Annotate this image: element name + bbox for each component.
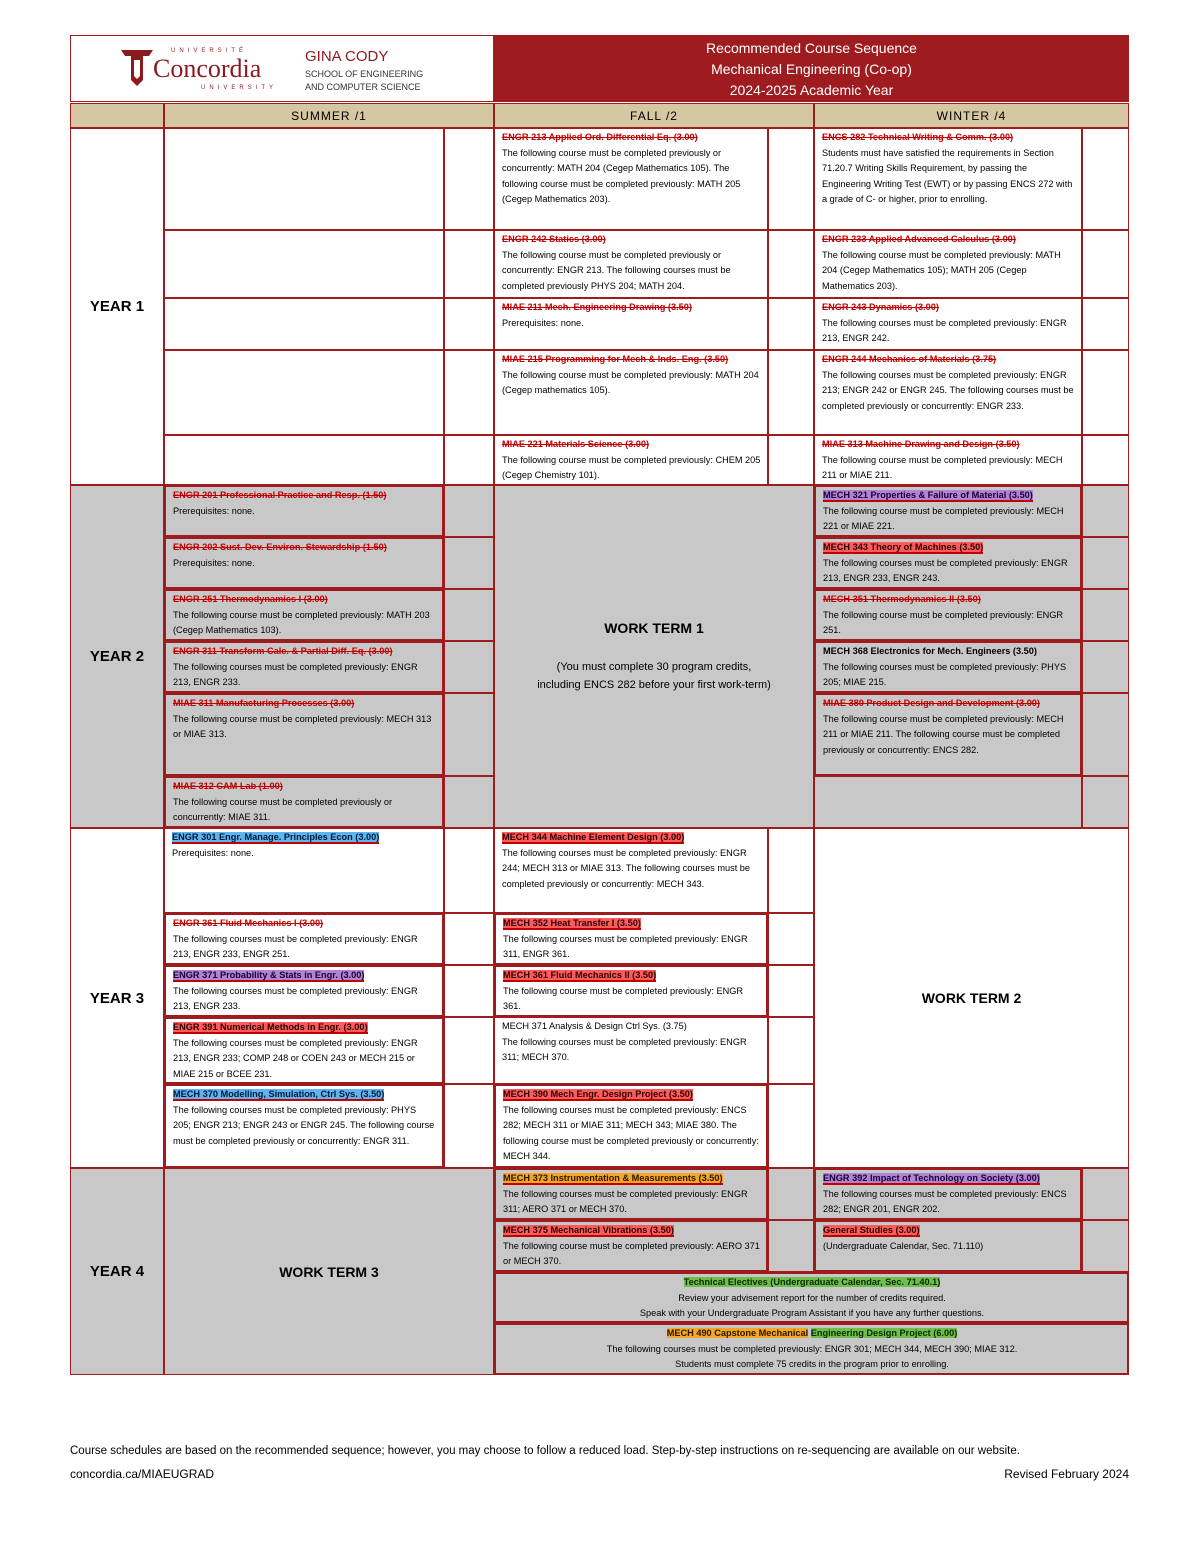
course-cell: [164, 913, 444, 965]
course-title: MECH 368 Electronics for Mech. Engineers (3.50): [823, 646, 1037, 656]
course-prereq: The following courses must be completed previously: PHYS 205; ENGR 213; ENGR 243 or ENGR 245. The following course must be completed previously or concurrently: ENGR 311.: [173, 1104, 435, 1146]
course-checkbox[interactable]: [444, 537, 494, 589]
course-prereq: Prerequisites: none.: [502, 317, 584, 328]
course-cell: [494, 965, 768, 1017]
course-cell: [494, 230, 768, 298]
course-prereq: The following courses must be completed previously: ENGR 213; ENGR 242 or ENGR 245. The following courses must be completed previously or concurrently: ENGR 233.: [822, 369, 1074, 411]
work-term-3: WORK TERM 3: [164, 1168, 494, 1375]
course-title: MECH 352 Heat Transfer I (3.50): [503, 918, 641, 928]
logo-name: Concordia: [153, 54, 262, 83]
y1-summer-row: [164, 128, 444, 230]
course-prereq: The following courses must be completed previously: ENGR 213, ENGR 233.: [173, 661, 418, 687]
course-checkbox[interactable]: [768, 230, 814, 298]
course-cell: [494, 1017, 768, 1084]
course-title: ENGR 213 Applied Ord. Differential Eq. (3.00): [502, 132, 698, 142]
course-title: ENGR 391 Numerical Methods in Engr. (3.00): [173, 1022, 368, 1032]
school-line3: AND COMPUTER SCIENCE: [305, 82, 421, 92]
course-checkbox[interactable]: [1082, 537, 1129, 589]
course-cell: [164, 485, 444, 537]
course-checkbox[interactable]: [768, 1168, 814, 1220]
course-prereq: The following courses must be completed previously: ENCS 282; ENGR 201, ENGR 202.: [823, 1188, 1067, 1214]
course-cell: [164, 641, 444, 693]
course-title: MIAE 312 CAM Lab (1.00): [173, 781, 283, 791]
course-title: ENGR 244 Mechanics of Materials (3.75): [822, 354, 997, 364]
course-cell: [164, 1017, 444, 1084]
technical-electives-line2: Speak with your Undergraduate Program Assistant if you have any further questions.: [639, 1308, 985, 1318]
empty-cell: [814, 776, 1082, 828]
course-checkbox[interactable]: [768, 1220, 814, 1272]
course-prereq: The following course must be completed previously: ENGR 361.: [503, 985, 744, 1011]
work-term-1-note-line2: including ENCS 282 before your first work-term): [537, 678, 771, 691]
course-cell: [164, 537, 444, 589]
footer-url[interactable]: concordia.ca/MIAEUGRAD: [70, 1467, 215, 1481]
course-title: MECH 361 Fluid Mechanics II (3.50): [503, 970, 657, 980]
course-prereq: The following courses must be completed previously: ENGR 213, ENGR 233, ENGR 251.: [173, 933, 418, 959]
work-term-2: WORK TERM 2: [814, 828, 1129, 1168]
course-title: MECH 373 Instrumentation & Measurements (3.50): [503, 1173, 723, 1183]
course-checkbox[interactable]: [444, 589, 494, 641]
course-prereq: The following course must be completed previously or concurrently: MIAE 311.: [173, 796, 393, 822]
y1-summer-check: [444, 435, 494, 485]
work-term-1: [494, 485, 814, 828]
course-title: MIAE 313 Machine Drawing and Design (3.50): [822, 439, 1020, 449]
course-checkbox[interactable]: [768, 1017, 814, 1084]
course-prereq: Prerequisites: none.: [173, 505, 255, 516]
course-checkbox[interactable]: [444, 965, 494, 1017]
work-term-1-title: WORK TERM 1: [604, 619, 704, 636]
course-prereq: Students must have satisfied the requirements in Section 71.20.7 Writing Skills Requirement, by passing the Engineering Writing Test (EWT) or by passing ENCS 272 with a grade of C- or higher, prior to enrolling.: [822, 147, 1073, 204]
course-checkbox[interactable]: [1082, 589, 1129, 641]
course-cell: [814, 589, 1082, 641]
course-checkbox[interactable]: [1082, 128, 1129, 230]
y1-summer-row: [164, 435, 444, 485]
course-cell: [814, 537, 1082, 589]
course-prereq: The following courses must be completed previously: ENGR 244; MECH 313 or MIAE 313. The following courses must be completed previously or concurrently: MECH 343.: [502, 847, 751, 889]
course-prereq: The following courses must be completed previously: ENGR 213, ENGR 242.: [822, 317, 1067, 343]
course-cell: [164, 1084, 444, 1168]
course-checkbox[interactable]: [1082, 693, 1129, 776]
course-title: MECH 343 Theory of Machines (3.50): [823, 542, 984, 552]
course-checkbox[interactable]: [444, 485, 494, 537]
course-checkbox[interactable]: [1082, 298, 1129, 350]
technical-electives-cell: [494, 1272, 1129, 1323]
course-title: MECH 370 Modelling, Simulation, Ctrl Sys. (3.50): [173, 1089, 385, 1099]
course-cell: [814, 435, 1082, 485]
course-checkbox[interactable]: [444, 913, 494, 965]
course-title: MECH 390 Mech Engr. Design Project (3.50): [503, 1089, 693, 1099]
course-checkbox[interactable]: [1082, 641, 1129, 693]
course-prereq: The following course must be completed previously or concurrently: ENGR 213. The following courses must be completed previously PHYS 204; MATH 204.: [502, 249, 731, 291]
col-fall: FALL /2: [494, 103, 814, 128]
logo-cell: [70, 35, 494, 102]
capstone-title-part1: MECH 490 Capstone Mechanical: [666, 1328, 809, 1338]
course-title: ENGR 392 Impact of Technology on Society (3.00): [823, 1173, 1040, 1183]
course-cell: [814, 641, 1082, 693]
course-checkbox[interactable]: [1082, 485, 1129, 537]
work-term-1-note-line1: (You must complete 30 program credits,: [556, 660, 752, 673]
course-cell: [164, 828, 444, 913]
course-checkbox[interactable]: [444, 776, 494, 828]
year-1-label: YEAR 1: [70, 128, 164, 485]
course-checkbox[interactable]: [768, 435, 814, 485]
technical-electives-title: Technical Electives (Undergraduate Calendar, Sec. 71.40.1): [683, 1277, 941, 1287]
course-title: ENGR 301 Engr. Manage. Principles Econ (3.00): [172, 832, 380, 842]
course-checkbox[interactable]: [444, 1017, 494, 1084]
school-line1: GINA CODY: [305, 48, 389, 65]
course-cell: [494, 828, 768, 913]
course-cell: [494, 435, 768, 485]
course-prereq: The following courses must be completed previously: ENGR 213, ENGR 233.: [173, 985, 418, 1011]
course-checkbox[interactable]: [768, 128, 814, 230]
course-title: General Studies (3.00): [823, 1225, 920, 1235]
course-prereq: The following course must be completed previously: MECH 211 or MIAE 211.: [822, 454, 1063, 480]
course-title: MIAE 211 Mech. Engineering Drawing (3.50): [502, 302, 692, 312]
course-checkbox[interactable]: [444, 693, 494, 776]
logo-sub-label: UNIVERSITY: [201, 85, 278, 91]
course-prereq: The following course must be completed previously or concurrently: MATH 204 (Cegep Mathematics 105). The following course must be completed previously: MATH 205 (Cegep Mathematics 203).: [502, 147, 741, 204]
course-cell: [814, 230, 1082, 298]
course-title: ENGR 233 Applied Advanced Calculus (3.00): [822, 234, 1016, 244]
course-title: MECH 321 Properties & Failure of Material (3.50): [823, 490, 1033, 500]
capstone-line1: The following courses must be completed previously: ENGR 301; MECH 344, MECH 390; MIAE 312.: [606, 1343, 1018, 1354]
course-cell: [814, 128, 1082, 230]
course-checkbox[interactable]: [768, 913, 814, 965]
course-cell: [164, 776, 444, 828]
course-title: ENGR 251 Thermodynamics I (3.00): [173, 594, 328, 604]
course-title: ENGR 201 Professional Practice and Resp. (1.50): [173, 490, 387, 500]
course-prereq: The following courses must be completed previously: ENGR 213, ENGR 233, ENGR 243.: [823, 557, 1068, 583]
course-cell: [494, 1084, 768, 1168]
course-cell: [494, 1220, 768, 1272]
y1-summer-check: [444, 128, 494, 230]
course-checkbox[interactable]: [1082, 1168, 1129, 1220]
y1-summer-row: [164, 230, 444, 298]
course-title: MIAE 380 Product Design and Development (3.00): [823, 698, 1040, 708]
course-checkbox[interactable]: [768, 350, 814, 435]
capstone-line2: Students must complete 75 credits in the program prior to enrolling.: [675, 1359, 949, 1369]
course-prereq: The following courses must be completed previously: PHYS 205; MIAE 215.: [823, 661, 1067, 687]
capstone-cell: [494, 1323, 1129, 1375]
course-checkbox[interactable]: [1082, 435, 1129, 485]
col-summer: SUMMER /1: [164, 103, 494, 128]
course-cell: [494, 1168, 768, 1220]
course-checkbox[interactable]: [1082, 776, 1129, 828]
course-cell: [814, 485, 1082, 537]
course-prereq: The following courses must be completed previously: ENGR 311, ENGR 361.: [503, 933, 748, 959]
y1-summer-row: [164, 298, 444, 350]
course-checkbox[interactable]: [444, 1084, 494, 1168]
course-checkbox[interactable]: [768, 828, 814, 913]
course-prereq: The following course must be completed previously: MATH 204 (Cegep Mathematics 105); MATH 205 (Cegep Mathematics 203).: [822, 249, 1061, 291]
course-cell: [494, 298, 768, 350]
course-prereq: The following courses must be completed previously: ENCS 282; MECH 311 or MIAE 311; MECH 343; MIAE 380. The following course must be completed previously or concurrently: MECH 344.: [503, 1104, 759, 1161]
course-prereq: Prerequisites: none.: [172, 847, 254, 858]
course-cell: [814, 1168, 1082, 1220]
year-2-label: YEAR 2: [70, 485, 164, 828]
course-title: MECH 351 Thermodynamics II (3.50): [823, 594, 981, 604]
course-title: MIAE 221 Materials Science (3.00): [502, 439, 650, 449]
year-3-label: YEAR 3: [70, 828, 164, 1168]
course-cell: [814, 298, 1082, 350]
course-prereq: The following course must be completed previously: ENGR 251.: [823, 609, 1064, 635]
course-title: MIAE 311 Manufacturing Processes (3.00): [173, 698, 355, 708]
course-prereq: The following course must be completed previously: MATH 203 (Cegep Mathematics 103).: [173, 609, 430, 635]
year-4-label: YEAR 4: [70, 1168, 164, 1375]
course-checkbox[interactable]: [768, 965, 814, 1017]
y1-summer-row: [164, 350, 444, 435]
course-cell: [494, 128, 768, 230]
course-checkbox[interactable]: [444, 828, 494, 913]
course-prereq: The following course must be completed previously: MECH 221 or MIAE 221.: [823, 505, 1064, 531]
title-line3: 2024-2025 Academic Year: [729, 82, 894, 98]
course-checkbox[interactable]: [768, 1084, 814, 1168]
course-checkbox[interactable]: [1082, 350, 1129, 435]
col-winter: WINTER /4: [814, 103, 1129, 128]
course-checkbox[interactable]: [1082, 1220, 1129, 1272]
course-cell: [814, 1220, 1082, 1272]
course-prereq: The following courses must be completed previously: ENGR 213, ENGR 233; COMP 248 or COEN 243 or MECH 215 or MIAE 215 or BCEE 231.: [173, 1037, 418, 1079]
course-title: MECH 371 Analysis & Design Ctrl Sys. (3.75): [502, 1021, 687, 1031]
capstone-title-part2: Engineering Design Project (6.00): [810, 1328, 958, 1338]
course-title: ENGR 371 Probability & Stats in Engr. (3.00): [173, 970, 365, 980]
course-title: ENCS 282 Technical Writing & Comm. (3.00): [822, 132, 1014, 142]
course-title: ENGR 361 Fluid Mechanics I (3.00): [173, 918, 324, 928]
technical-electives-line1: Review your advisement report for the number of credits required.: [678, 1292, 946, 1303]
course-prereq: The following course must be completed previously: CHEM 205 (Cegep Chemistry 101).: [502, 454, 761, 480]
concordia-logo-icon: [119, 46, 155, 90]
course-title: ENGR 311 Transform Calc. & Partial Diff. Eq. (3.00): [173, 646, 393, 656]
course-title: ENGR 202 Sust. Dev. Environ. Stewardship (1.50): [173, 542, 387, 552]
logo-university-label: UNIVERSITÉ: [171, 48, 248, 54]
y1-summer-check: [444, 298, 494, 350]
course-prereq: The following course must be completed previously: MECH 313 or MIAE 313.: [173, 713, 432, 739]
course-cell: [494, 913, 768, 965]
y1-summer-check: [444, 350, 494, 435]
course-title: ENGR 243 Dynamics (3.00): [822, 302, 939, 312]
course-title: MIAE 215 Programming for Mech & Inds. Eng. (3.50): [502, 354, 729, 364]
course-cell: [814, 350, 1082, 435]
title-banner: [494, 35, 1129, 102]
title-line1: Recommended Course Sequence: [706, 40, 917, 56]
school-line2: SCHOOL OF ENGINEERING: [305, 69, 424, 79]
title-line2: Mechanical Engineering (Co-op): [711, 61, 912, 77]
y1-summer-check: [444, 230, 494, 298]
course-prereq: The following course must be completed previously: MATH 204 (Cegep mathematics 105).: [502, 369, 759, 395]
header-blank: [70, 103, 164, 128]
course-prereq: The following courses must be completed previously: ENGR 311; AERO 371 or MECH 370.: [503, 1188, 748, 1214]
course-title: MECH 344 Machine Element Design (3.00): [502, 832, 685, 842]
course-title: MECH 375 Mechanical Vibrations (3.50): [503, 1225, 674, 1235]
course-prereq: The following courses must be completed previously: ENGR 311; MECH 370.: [502, 1036, 747, 1062]
course-cell: [164, 693, 444, 776]
course-title: ENGR 242 Statics (3.00): [502, 234, 606, 244]
footer-revised: Revised February 2024: [1004, 1467, 1129, 1481]
course-prereq: (Undergraduate Calendar, Sec. 71.110): [823, 1240, 984, 1251]
course-checkbox[interactable]: [768, 298, 814, 350]
course-cell: [814, 693, 1082, 776]
course-cell: [164, 965, 444, 1017]
course-prereq: The following course must be completed previously: AERO 371 or MECH 370.: [503, 1240, 760, 1266]
course-cell: [494, 350, 768, 435]
course-checkbox[interactable]: [1082, 230, 1129, 298]
course-prereq: Prerequisites: none.: [173, 557, 255, 568]
course-prereq: The following course must be completed previously: MECH 211 or MIAE 211. The following course must be completed previously or concurrently: ENCS 282.: [823, 713, 1064, 755]
footer-note: Course schedules are based on the recommended sequence; however, you may choose to follow a reduced load. Step-by-step instructions on re-sequencing are available on our website.: [70, 1445, 1020, 1457]
course-cell: [164, 589, 444, 641]
course-checkbox[interactable]: [444, 641, 494, 693]
